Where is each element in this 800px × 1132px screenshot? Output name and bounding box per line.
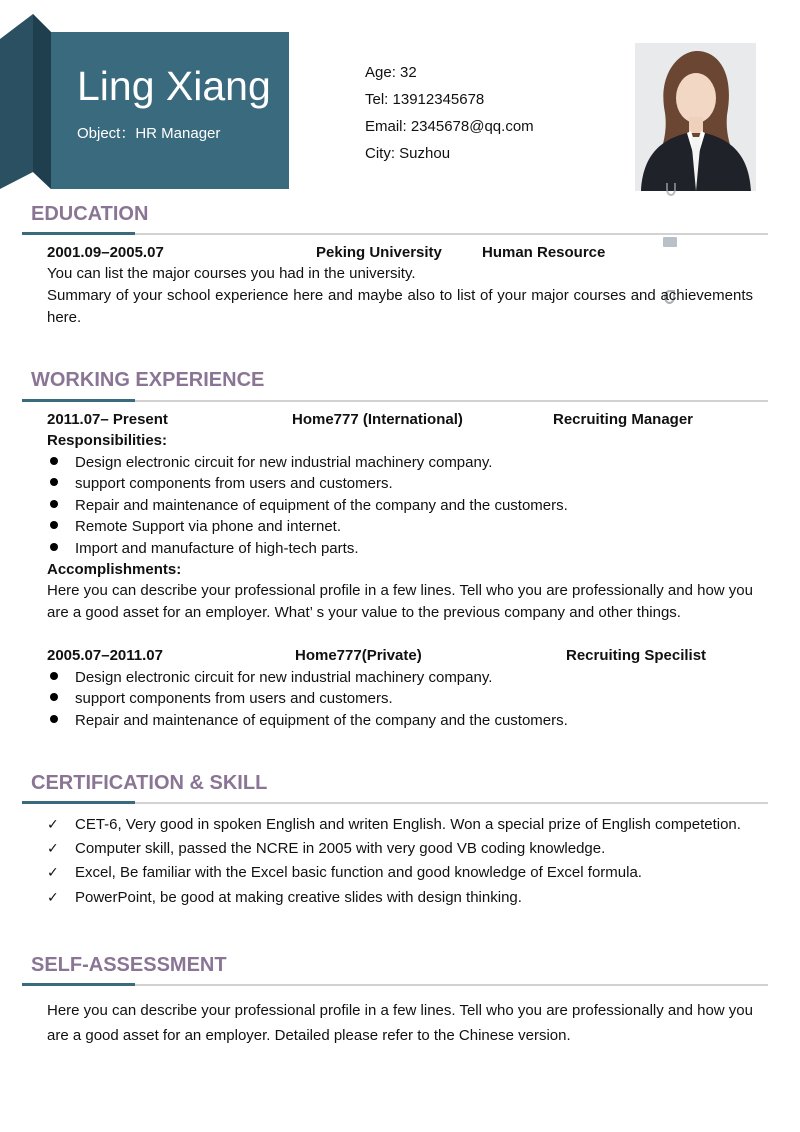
bullet-icon: [50, 672, 58, 680]
check-icon: ✓: [47, 816, 59, 832]
list-item: Import and manufacture of high-tech parts.: [47, 541, 358, 556]
section-rule: [22, 984, 768, 986]
job-role: Recruiting Manager: [553, 411, 694, 428]
section-title-skills: CERTIFICATION & SKILL: [31, 772, 268, 794]
bullet-icon: [50, 521, 58, 529]
list-item: support components from users and customers.: [47, 476, 393, 491]
section-title-education: EDUCATION: [31, 203, 149, 225]
section-title-work: WORKING EXPERIENCE: [31, 369, 265, 391]
education-period: 2001.09–2005.07: [47, 244, 164, 261]
accomplishments-label: Accomplishments:: [47, 561, 182, 578]
phone-decoration-icon: [666, 183, 676, 196]
list-item: Design electronic circuit for new industrial machinery company.: [47, 455, 492, 470]
education-school: Peking University: [316, 244, 442, 261]
list-item: Remote Support via phone and internet.: [47, 519, 341, 534]
candidate-name: Ling Xiang: [77, 63, 271, 109]
bullet-icon: [50, 457, 58, 465]
education-courses: You can list the major courses you had in the university.: [47, 265, 416, 282]
accomplishments-text: Here you can describe your professional profile in a few lines. Tell who you are professionally and how you are a good asset for an employer. What’ s your value to the previous company and other things.: [47, 582, 753, 621]
list-item: Design electronic circuit for new industrial machinery company.: [47, 670, 492, 685]
contact-city: City: Suzhou: [365, 145, 451, 162]
bullet-icon: [50, 693, 58, 701]
job-company: Home777 (International): [292, 411, 463, 428]
check-icon: ✓: [47, 840, 59, 856]
check-icon: ✓: [47, 864, 59, 880]
list-item: ✓ CET-6, Very good in spoken English and writen English. Won a special prize of English competetion.: [47, 816, 741, 833]
self-assessment-text: Here you can describe your professional profile in a few lines. Tell who you are professionally and how you are a good asset for an employer. Detailed please refer to the Chinese version.: [47, 1002, 753, 1044]
check-icon: ✓: [47, 889, 59, 905]
list-item: Repair and maintenance of equipment of the company and the customers.: [47, 713, 568, 728]
education-summary: Summary of your school experience here and maybe also to list of your major courses and achievements here.: [47, 287, 753, 326]
contact-age: Age: 32: [365, 64, 417, 81]
mail-decoration-icon: [663, 237, 677, 247]
bullet-icon: [50, 478, 58, 486]
section-title-self-assessment: SELF-ASSESSMENT: [31, 954, 227, 976]
career-objective: Object：HR Manager: [77, 125, 221, 142]
job-period: 2005.07–2011.07: [47, 647, 163, 664]
profile-photo: [635, 43, 756, 191]
section-rule: [22, 233, 768, 235]
responsibilities-label: Responsibilities:: [47, 432, 168, 449]
list-item: ✓ PowerPoint, be good at making creative slides with design thinking.: [47, 889, 522, 906]
list-item: ✓ Excel, Be familiar with the Excel basic function and good knowledge of Excel formula.: [47, 864, 642, 881]
contact-email: Email: 2345678@qq.com: [365, 118, 534, 135]
section-rule: [22, 802, 768, 804]
bullet-icon: [50, 500, 58, 508]
section-rule: [22, 400, 768, 402]
list-item: ✓ Computer skill, passed the NCRE in 2005 with very good VB coding knowledge.: [47, 840, 606, 857]
education-major: Human Resource: [482, 244, 606, 261]
job-company: Home777(Private): [295, 647, 422, 664]
contact-tel: Tel: 13912345678: [365, 91, 485, 108]
job-role: Recruiting Specilist: [566, 647, 707, 664]
bullet-icon: [50, 715, 58, 723]
list-item: Repair and maintenance of equipment of the company and the customers.: [47, 498, 568, 513]
bullet-icon: [50, 543, 58, 551]
list-item: support components from users and customers.: [47, 691, 393, 706]
job-period: 2011.07– Present: [47, 411, 168, 428]
